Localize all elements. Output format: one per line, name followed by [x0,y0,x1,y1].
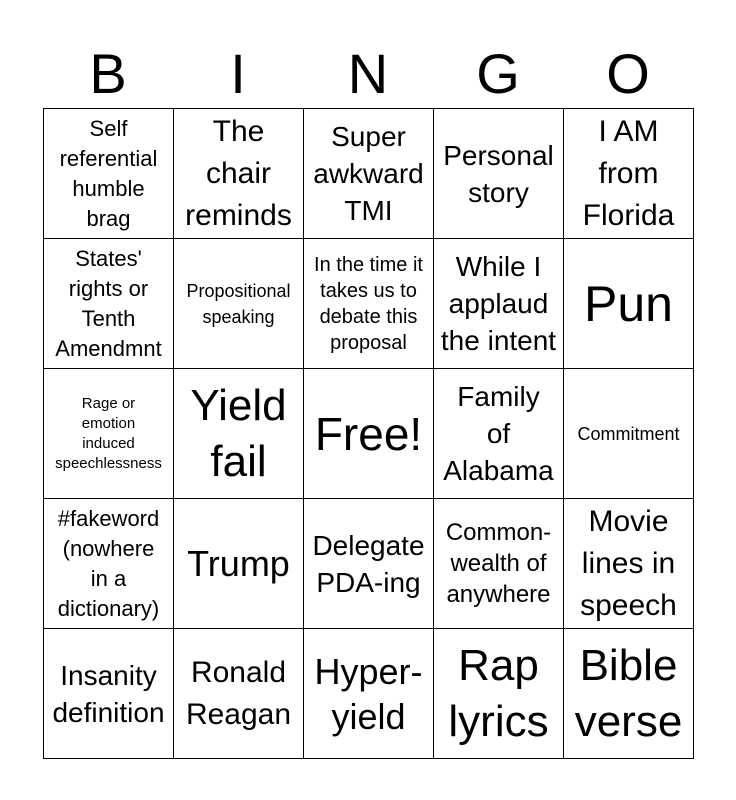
cell-text: Ronald Reagan [185,655,292,731]
cell-text: In the time it takes us to debate this proposal [314,253,423,354]
bingo-cell-r3c2[interactable] [174,369,304,499]
cell-text: Bible verse [574,640,683,746]
cell-text: While I applaud the intent [440,251,557,356]
bingo-cell-r5c4[interactable] [434,629,564,759]
cell-text: Delegate PDA-ing [312,529,425,598]
bingo-cell-r3c5[interactable] [564,369,694,499]
cell-text: Family of Alabama [443,381,554,486]
bingo-cell-r5c3[interactable] [304,629,434,759]
cell-text: Propositional speaking [186,280,291,327]
bingo-cell-r1c3[interactable] [304,109,434,239]
cell-text: Pun [584,275,673,332]
cell-text: Movie lines in speech [580,504,677,622]
cell-text free-space-label: Free! [314,407,423,460]
bingo-cell-r2c1[interactable] [44,239,174,369]
cell-text: Common- wealth of anywhere [445,519,552,608]
header-letter-i: I [230,42,246,105]
bingo-header [43,40,693,108]
bingo-cell-r4c4[interactable] [434,499,564,629]
bingo-cell-r5c5[interactable] [564,629,694,759]
cell-text: Commitment [577,423,680,444]
bingo-cell-r2c4[interactable] [434,239,564,369]
bingo-cell-r1c1[interactable] [44,109,174,239]
bingo-board [43,108,694,759]
bingo-cell-r4c5[interactable] [564,499,694,629]
cell-text: Insanity definition [52,659,165,728]
bingo-cell-r1c5[interactable] [564,109,694,239]
cell-text: Self referential humble brag [59,115,158,231]
bingo-cell-r2c3[interactable] [304,239,434,369]
bingo-cell-r4c1[interactable] [44,499,174,629]
cell-text: #fakeword (nowhere in a dictionary) [57,505,160,621]
cell-text: Super awkward TMI [313,121,424,226]
cell-text: Personal story [443,139,554,208]
cell-text: I AM from Florida [582,114,675,232]
cell-text: Hyper- yield [314,650,423,737]
cell-text: Yield fail [190,380,287,486]
cell-text: Rap lyrics [448,640,549,746]
bingo-cell-r4c2[interactable] [174,499,304,629]
header-letter-g: G [476,42,520,105]
bingo-cell-r4c3[interactable] [304,499,434,629]
header-letter-o: O [606,42,650,105]
bingo-cell-r2c2[interactable] [174,239,304,369]
bingo-cell-r5c2[interactable] [174,629,304,759]
header-letter-b: B [89,42,127,105]
bingo-cell-r1c2[interactable] [174,109,304,239]
bingo-cell-r1c4[interactable] [434,109,564,239]
header-letter-n: N [347,42,389,105]
cell-text: States' rights or Tenth Amendmnt [55,245,162,361]
cell-text: Rage or emotion induced speechlessness [55,394,162,472]
bingo-cell-r3c3[interactable] [304,369,434,499]
cell-text: The chair reminds [185,114,292,232]
bingo-cell-r5c1[interactable] [44,629,174,759]
cell-text: Trump [187,543,290,584]
bingo-cell-r3c1[interactable] [44,369,174,499]
bingo-cell-r3c4[interactable] [434,369,564,499]
bingo-cell-r2c5[interactable] [564,239,694,369]
